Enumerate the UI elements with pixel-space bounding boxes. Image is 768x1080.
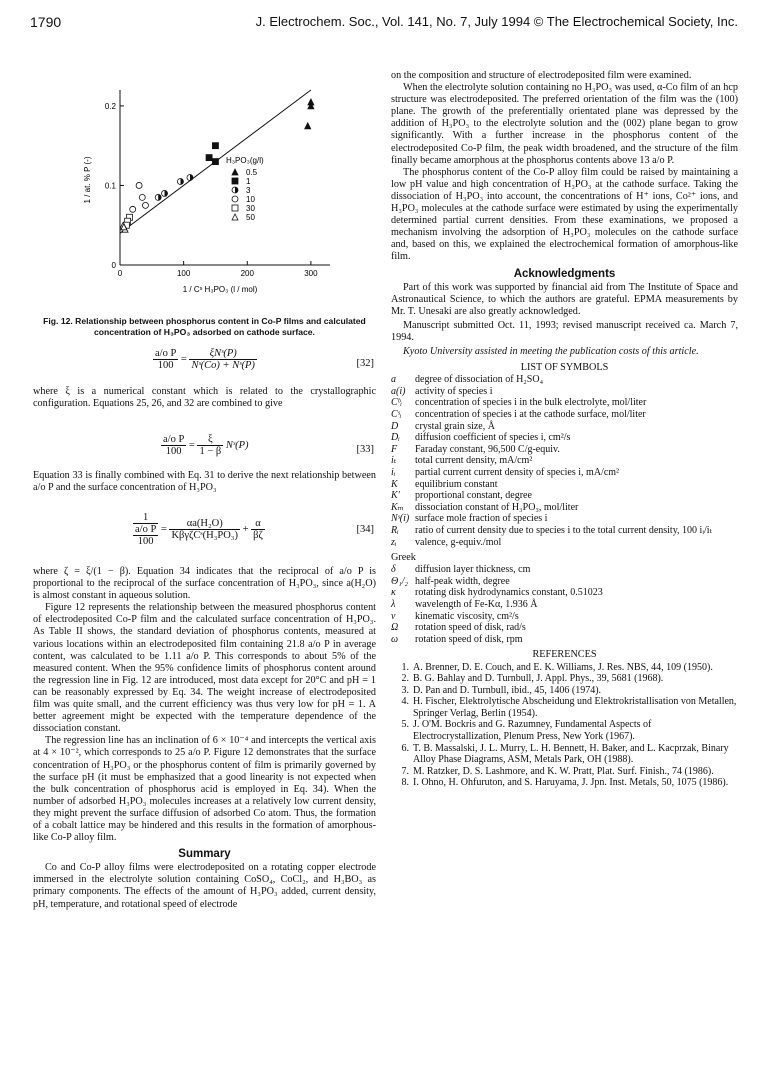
- right-column: [391, 70, 738, 789]
- eq34-r2-num: α: [251, 518, 265, 530]
- reference-item-key: 5.: [401, 719, 409, 731]
- reference-item-key: 2.: [401, 673, 409, 685]
- eq32-rhs-den: Nˢ(Co) + Nˢ(P): [191, 360, 255, 371]
- eq32-lhs-den: 100: [157, 360, 174, 371]
- greek-item-key: Θ₁/₂: [391, 575, 408, 587]
- reference-item-key: 1.: [401, 661, 409, 673]
- symbols-list: [391, 374, 738, 548]
- eq34-r1-num: αa(H₂O): [169, 518, 239, 530]
- figure-12-chart: [80, 70, 360, 310]
- reference-item: [391, 743, 738, 766]
- greek-item: [391, 587, 738, 599]
- eq33-rhs-num: ξ: [197, 434, 223, 446]
- eq33-tail: Nˢ(P): [225, 439, 249, 451]
- legend-label: 0.5: [246, 168, 258, 177]
- symbol-item-text: ratio of current density due to species i to the total current density, 100 iᵢ/iₜ: [415, 524, 712, 536]
- symbol-item-text: degree of dissociation of H₂SO₄: [415, 374, 544, 386]
- para-regression: The regression line has an inclination of 6 × 10⁻⁴ and intercepts the vertical axis at 4 × 10⁻², which corresponds to 25 a/o P. Figure 12 demonstrates that the surface concentration of H₃PO₃ or the phosphorus content of film is primarily governed by the surface pH (it must be emphasized that a good linearity is not expected when the bulk concentration of phosphorus acid is employed in Eq. 34). When the number of adsorbed H₃PO₃ molecules increases at a relatively low current density, they might prevent the surface diffusion of adsorbed Co atom. Thus, the formation of a cobalt lattice may be hindered and this results in the formation of amorphous-like Co-P alloy film.: [33, 735, 376, 844]
- symbols-heading: LIST OF SYMBOLS: [520, 362, 609, 374]
- eq34-lhs-den: 100: [137, 536, 154, 547]
- publication-costs: Kyoto University assisted in meeting the publication costs of this article.: [403, 346, 699, 358]
- symbol-item-key: F: [391, 443, 398, 455]
- eq32-lhs-num: a/o P: [155, 348, 177, 359]
- legend-marker: [232, 178, 238, 184]
- reference-item-text: A. Brenner, D. E. Couch, and E. K. Williams, J. Res. NBS, 44, 109 (1950).: [413, 661, 713, 673]
- symbol-item-text: crystal grain size, Å: [415, 420, 495, 432]
- eq34-r1-den: KβγζCˢ(H₃PO₃): [171, 530, 238, 541]
- eq33-rhs-den: 1 − β: [199, 446, 222, 457]
- eq34-number: [34]: [356, 524, 374, 535]
- data-point: [212, 143, 218, 149]
- symbol-item-key: Nˢ(i): [391, 513, 410, 525]
- reference-item: [391, 673, 738, 685]
- symbol-item: [391, 421, 738, 433]
- manuscript-dates: Manuscript submitted Oct. 11, 1993; revised manuscript received ca. March 7, 1994.: [391, 319, 738, 343]
- eq33-lhs-num: a/o P: [163, 434, 185, 445]
- symbol-item: [391, 455, 738, 467]
- legend-label: 3: [246, 186, 251, 195]
- reference-item-text: I. Ohno, H. Ohfuruton, and S. Haruyama, J. Jpn. Inst. Metals, 50, 1075 (1986).: [413, 777, 729, 789]
- legend-marker: [232, 196, 238, 202]
- symbol-item-key: iₜ: [391, 455, 397, 467]
- para-summary: Co and Co-P alloy films were electrodeposited on a rotating copper electrode immersed in the electrolyte solution containing CoSO₄, CoCl₂, and H₃BO₃ as primary components. The effects of the amount of H₃PO₃ added, current density, pH, temperature, and rotational speed of electrode: [33, 862, 376, 910]
- symbol-item: [391, 513, 738, 525]
- eq33-number: [33]: [356, 444, 374, 455]
- y-tick-label: 0.1: [104, 181, 116, 191]
- symbol-item: [391, 374, 738, 386]
- symbol-item: [391, 444, 738, 456]
- greek-item-text: diffusion layer thickness, cm: [415, 564, 531, 576]
- symbol-item: [391, 432, 738, 444]
- symbol-item: [391, 537, 738, 549]
- symbol-item-text: concentration of species i in the bulk electrolyte, mol/liter: [415, 397, 647, 409]
- symbol-item-key: iᵢ: [391, 467, 396, 478]
- reference-item: [391, 777, 738, 789]
- symbol-item: [391, 479, 738, 491]
- data-point: [305, 123, 311, 129]
- symbol-item-key: Dᵢ: [391, 432, 400, 444]
- greek-item: [391, 599, 738, 611]
- legend-marker: [232, 214, 238, 220]
- para-phosphorus: The phosphorus content of the Co-P alloy film could be raised by maintaining a low pH value and high concentration of H₃PO₃ at the cathode surface. Taking the dissociation of H₃PO₃ into account, the concentrations of H⁺ ions, Co²⁺ ions, and H₃PO₃ molecules at the cathode surface were estimated by using the experimentally determined partial current densities. From these examinations, we proposed a mechanism involving the adsorption of H₃PO₃ molecules on the cathode surface and, based on this, we explained the electrochemical formation of amorphous-like film.: [391, 166, 738, 263]
- reference-item: [391, 662, 738, 674]
- x-tick-label: 0: [117, 269, 123, 278]
- reference-item-text: M. Ratzker, D. S. Lashmore, and K. W. Pratt, Plat. Surf. Finish., 74 (1986).: [413, 765, 714, 777]
- para-hcp: When the electrolyte solution containing no H₃PO₃ was used, α-Co film of an hcp structure was electrodeposited. The preferred orientation of the film was the (100) plane. The growth of the preferentially orientated plane was depressed by the addition of H₃PO₃ to the electrolyte solution and the (002) plane began to grow significantly. With a further increase in the phosphorus content of the electrodeposited Co-P film, the peak width broadened, and the structure of the film finally became amorphous at the phosphorus contents above 13 a/o P.: [391, 82, 738, 166]
- legend-label: 1: [246, 177, 251, 186]
- symbol-item-text: proportional constant, degree: [415, 490, 532, 502]
- symbol-item-key: a: [391, 374, 396, 386]
- symbol-item-text: diffusion coefficient of species i, cm²/s: [415, 432, 571, 444]
- legend-label: 30: [246, 204, 255, 213]
- y-axis-label: 1 / at. % P (-): [83, 156, 92, 204]
- symbol-item-key: Kₘ: [391, 501, 404, 513]
- symbol-item-key: a(i): [391, 385, 406, 397]
- greek-item: [391, 564, 738, 576]
- x-tick-label: 300: [304, 269, 318, 278]
- symbol-item-key: Cᵇᵢ: [391, 397, 402, 409]
- eq34-lhs-mid: a/o P: [135, 524, 157, 535]
- para-continued: on the composition and structure of electrodeposited film were examined.: [391, 70, 692, 81]
- greek-item: [391, 611, 738, 623]
- acknowledgments-heading: Acknowledgments: [513, 267, 616, 280]
- greek-item-text: half-peak width, degree: [415, 575, 510, 587]
- greek-item-text: wavelength of Fe-Kα, 1.936 Å: [415, 599, 538, 611]
- greek-item-key: δ: [391, 564, 396, 576]
- greek-item-key: ν: [391, 610, 396, 622]
- data-point: [136, 182, 142, 188]
- symbol-item-text: equilibrium constant: [415, 478, 498, 490]
- symbol-item-text: concentration of species i at the cathode surface, mol/liter: [415, 409, 646, 421]
- legend-title: H₃PO₃(g/l): [226, 156, 264, 165]
- para-after-eq32: where ξ is a numerical constant which is related to the crystallographic configuration. Equations 25, 26, and 32 are combined to give: [33, 386, 376, 410]
- figure-caption: Fig. 12. Relationship between phosphorus content in Co-P films and calculated concentration of H₃PO₃ adsorbed on cathode surface.: [43, 316, 366, 337]
- reference-item-key: 3.: [401, 684, 409, 696]
- symbol-item-key: Cˢᵢ: [391, 409, 402, 421]
- symbol-item-key: K′: [391, 490, 400, 502]
- reference-item-key: 8.: [401, 777, 409, 789]
- x-tick-label: 100: [176, 269, 191, 278]
- symbol-item: [391, 502, 738, 514]
- greek-item: [391, 576, 738, 588]
- symbol-item-text: partial current current density of species i, mA/cm²: [415, 467, 620, 478]
- greek-item-key: ω: [391, 633, 399, 645]
- symbol-item-text: Faraday constant, 96,500 C/g-equiv.: [415, 443, 560, 455]
- symbol-item-text: activity of species i: [415, 385, 493, 397]
- symbol-item-key: K: [391, 478, 398, 490]
- reference-item: [391, 719, 738, 742]
- left-body: [33, 566, 376, 911]
- greek-item-key: κ: [391, 587, 396, 599]
- x-axis-label: 1 / Cˢ H₃PO₃ (l / mol): [182, 285, 258, 294]
- eq33-lhs-den: 100: [165, 446, 182, 457]
- greek-item: [391, 622, 738, 634]
- data-point: [139, 194, 145, 200]
- symbol-item-key: D: [391, 420, 399, 432]
- symbol-item: [391, 386, 738, 398]
- greek-item-text: rotation speed of disk, rpm: [415, 633, 523, 645]
- eq32-number: [32]: [356, 358, 374, 369]
- reference-item: [391, 766, 738, 778]
- symbol-item-text: dissociation constant of H₃PO₃, mol/liter: [415, 501, 579, 513]
- data-point: [212, 159, 218, 165]
- data-point: [130, 206, 136, 212]
- reference-item-text: D. Pan and D. Turnbull, ibid., 45, 1406 (1974).: [413, 684, 602, 696]
- greek-symbols-list: [391, 564, 738, 645]
- reference-item-key: 4.: [401, 696, 409, 708]
- legend-label: 10: [246, 195, 255, 204]
- greek-item-text: rotation speed of disk, rad/s: [415, 622, 526, 634]
- reference-item-key: 7.: [401, 765, 409, 777]
- summary-heading: Summary: [178, 848, 231, 861]
- reference-item-text: B. G. Bahlay and D. Turnbull, J. Appl. Phys., 39, 5681 (1968).: [413, 673, 664, 685]
- y-tick-label: 0: [111, 261, 116, 270]
- data-point: [142, 202, 148, 208]
- page-header: [0, 0, 768, 40]
- greek-item-text: kinematic viscosity, cm²/s: [415, 610, 519, 622]
- greek-item-key: λ: [391, 599, 396, 611]
- eq32-rhs-num: ξNˢ(P): [189, 348, 256, 360]
- reference-item-text: T. B. Massalski, J. L. Murry, L. H. Bennett, H. Baker, and L. Kacprzak, Binary Alloy Phase Diagrams, ASM, Metals Park, OH (1988).: [413, 742, 729, 766]
- symbol-item-key: Rᵢ: [391, 524, 399, 536]
- y-tick-label: 0.2: [104, 101, 116, 111]
- para-acknowledgments: Part of this work was supported by financial aid from The Institute of Space and Astronautical Science, to which the authors are grateful. EPMA measurements by Mr. T. Unesaki are also greatly acknowledged.: [391, 281, 738, 317]
- references-heading: REFERENCES: [532, 649, 597, 661]
- symbol-item-text: valence, g-equiv./mol: [415, 536, 502, 548]
- greek-item: [391, 634, 738, 646]
- reference-item-key: 6.: [401, 742, 409, 754]
- para-after-eq33: Equation 33 is finally combined with Eq. 31 to derive the next relationship between a/o P and the surface concentration of H₃PO₃: [33, 470, 376, 494]
- journal-citation: J. Electrochem. Soc., Vol. 141, No. 7, July 1994 © The Electrochemical Society, Inc.: [255, 14, 738, 29]
- references-list: [391, 662, 738, 790]
- reference-item-text: J. O'M. Bockris and G. Razumney, Fundamental Aspects of Electrocrystallization, Plenum Press, New York (1967).: [413, 719, 652, 743]
- para-figure-12: Figure 12 represents the relationship between the measured phosphorus content of electrodeposited Co-P film and the calculated surface concentration of H₃PO₃. As Table II shows, the standard deviation of phosphorus contents, measured at various locations within an electrodeposited film containing 21.8 a/o P in average content, was calculated to be 1.11 a/o P. This corresponds to about 5% of the measured content. When the 95% confidence limits of phosphorus content around the regression line in Fig. 12 are introduced, most data except for 20°C and pH = 1 can be reasonably expressed by Eq. 34. The weight increase of electrodeposited film was quite small, and the current efficiency was thus very low for pH = 1. A better agreement might be expected with the temperature dependence of the dissociation constant.: [33, 602, 376, 735]
- symbol-item: [391, 525, 738, 537]
- greek-heading: Greek: [391, 552, 416, 564]
- equation-32: $\frac{\text{a/o P}}{100}$ = $\frac{\text{ξNˢ(P)}}{\text{Nˢ(Co) + Nˢ(P)}}$ [32]: [155, 348, 374, 371]
- chart-legend: [226, 156, 264, 222]
- x-tick-label: 200: [240, 269, 254, 278]
- symbol-item-text: surface mole fraction of species i: [415, 513, 548, 525]
- symbol-item: [391, 490, 738, 502]
- symbol-item: [391, 397, 738, 409]
- symbol-item: [391, 467, 738, 479]
- eq34-lhs-num: 1: [133, 512, 158, 524]
- eq34-r2-den: βζ: [253, 530, 263, 541]
- page-number: 1790: [30, 14, 62, 30]
- symbol-item-key: zᵢ: [391, 536, 397, 548]
- para-eq34-explanation: where ζ = ξ/(1 − β). Equation 34 indicates that the reciprocal of a/o P is proportional to the reciprocal of the surface concentration of H₃PO₃, since a(H₂O) is almost constant in aqueous solution.: [33, 566, 376, 602]
- reference-item: [391, 685, 738, 697]
- legend-label: 50: [246, 213, 255, 222]
- equation-33: $\frac{\text{a/o P}}{100}$ = $\frac{\xi}{1 - \beta}$ Nˢ(P) [33]: [163, 434, 374, 457]
- legend-marker: [232, 169, 238, 175]
- symbol-item: [391, 409, 738, 421]
- data-point: [206, 155, 212, 161]
- symbol-item-text: total current density, mA/cm²: [415, 455, 533, 467]
- equation-34: 1 a/o P 100 = $\frac{\text{αa(H₂O)}}{\text{KβγζCˢ(H₃PO₃)}}$ + $\frac{\alpha}{\beta\zeta}$ [34]: [135, 512, 374, 547]
- greek-item-text: rotating disk hydrodynamics constant, 0.51023: [415, 587, 603, 599]
- legend-marker: [232, 205, 238, 211]
- reference-item-text: H. Fischer, Elektrolytische Abscheidung und Elektrokristallisation von Metallen, Springer Verlag, Berlin (1954).: [413, 696, 737, 719]
- greek-item-key: Ω: [391, 622, 399, 634]
- reference-item: [391, 696, 738, 719]
